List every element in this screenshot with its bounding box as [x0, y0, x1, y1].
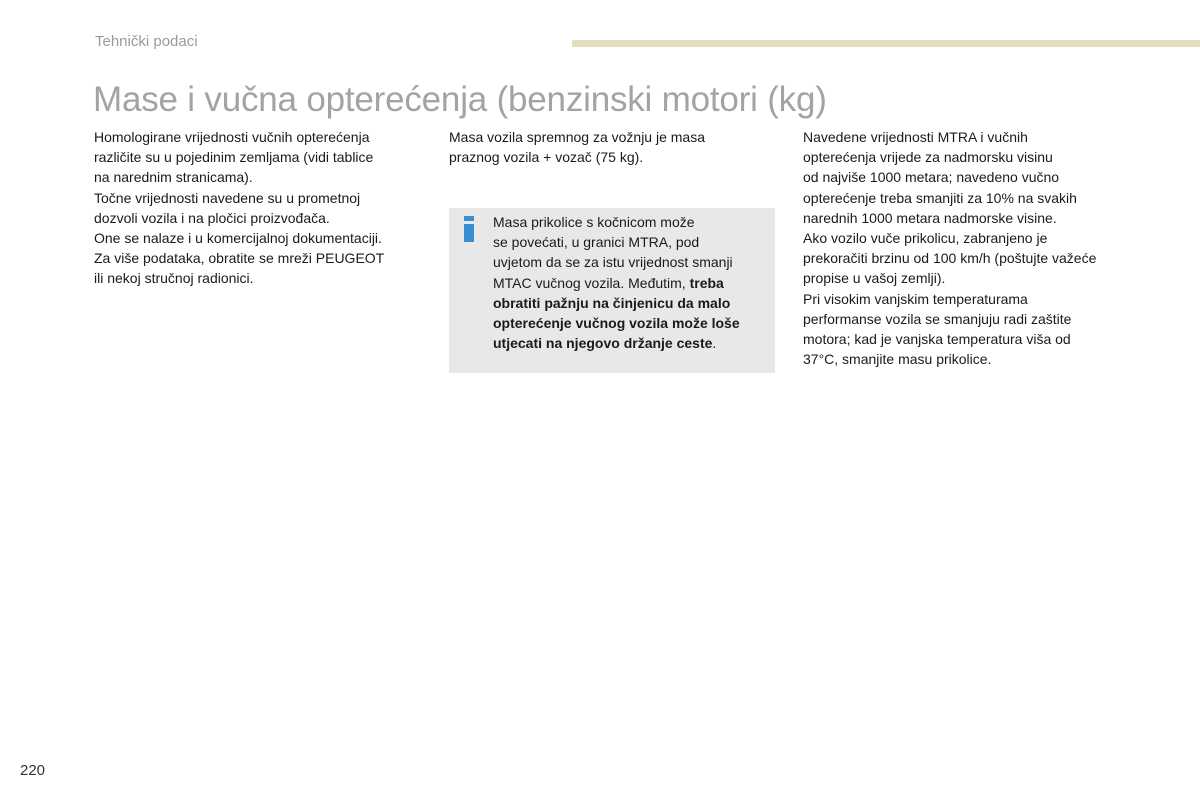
- page-number: 220: [20, 762, 46, 779]
- text-line: propise u vašoj zemlji).: [803, 270, 946, 287]
- info-note-box: [449, 208, 775, 373]
- info-note-text: [493, 212, 771, 353]
- bold-text: opterećenje vučnog vozila može loše: [493, 315, 740, 332]
- column-intro: [94, 127, 429, 289]
- text-line: [493, 333, 771, 353]
- text-line: opterećenja vrijede za nadmorsku visinu: [803, 149, 1053, 166]
- column-altitude-notes: [803, 127, 1148, 369]
- section-label: Tehnički podaci: [95, 33, 198, 50]
- text-line: se povećati, u granici MTRA, pod: [493, 234, 700, 251]
- text-line: One se nalaze i u komercijalnoj dokumentaciji.: [94, 230, 382, 247]
- text-line: [493, 293, 771, 313]
- bold-text: obratiti pažnju na činjenicu da malo: [493, 294, 731, 311]
- text-line: Pri visokim vanjskim temperaturama: [803, 290, 1028, 307]
- text-line: dozvoli vozila i na pločici proizvođača.: [94, 209, 330, 226]
- text-line: Homologirane vrijednosti vučnih opterećenja: [94, 129, 370, 145]
- column-mass-definition: [449, 127, 769, 167]
- text-line: Ako vozilo vuče prikolicu, zabranjeno je: [803, 230, 1048, 247]
- text-line: od najviše 1000 metara; navedeno vučno: [803, 169, 1060, 186]
- text-line: uvjetom da se za istu vrijednost smanji: [493, 254, 733, 271]
- info-icon: [464, 216, 474, 242]
- text-line: opterećenje treba smanjiti za 10% na svakih: [803, 189, 1077, 206]
- text-line: praznog vozila + vozač (75 kg).: [449, 149, 644, 166]
- plain-text: .: [712, 335, 717, 352]
- text-line: Za više podataka, obratite se mreži PEUGEOT: [94, 250, 385, 267]
- text-line: na narednim stranicama).: [94, 169, 253, 186]
- text-line: [493, 313, 771, 333]
- text-line: Točne vrijednosti navedene su u prometnoj: [94, 189, 361, 206]
- text-line: prekoračiti brzinu od 100 km/h (poštujte važeće: [803, 250, 1097, 267]
- text-line: različite su u pojedinim zemljama (vidi tablice: [94, 149, 374, 166]
- bold-text: treba: [689, 274, 724, 291]
- text-line: ili nekoj stručnoj radionici.: [94, 270, 254, 287]
- text-line: performanse vozila se smanjuju radi zaštite: [803, 310, 1072, 327]
- page-title: Mase i vučna opterećenja (benzinski motori (kg): [93, 80, 827, 119]
- text-line: Masa vozila spremnog za vožnju je masa: [449, 129, 706, 145]
- text-line: narednih 1000 metara nadmorske visine.: [803, 209, 1057, 226]
- text-line: [493, 273, 771, 293]
- header-rule: [572, 40, 1200, 47]
- bold-text: utjecati na njegovo držanje ceste: [493, 335, 713, 352]
- text-line: Navedene vrijednosti MTRA i vučnih: [803, 129, 1028, 145]
- text-line: 37°C, smanjite masu prikolice.: [803, 351, 992, 368]
- text-line: motora; kad je vanjska temperatura viša od: [803, 331, 1071, 348]
- text-line: Masa prikolice s kočnicom može: [493, 214, 695, 230]
- plain-text: MTAC vučnog vozila. Međutim,: [493, 274, 690, 291]
